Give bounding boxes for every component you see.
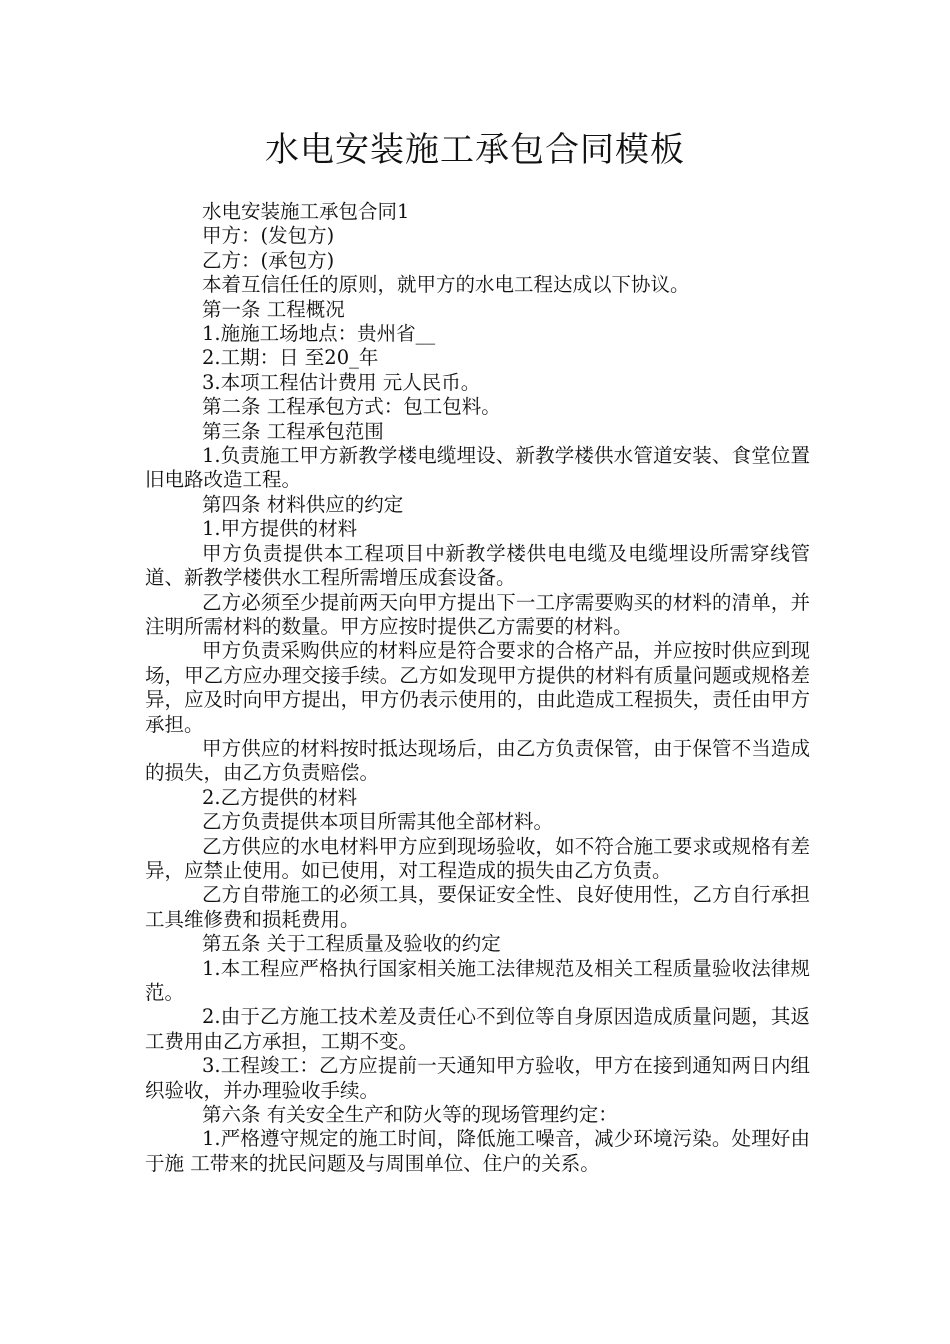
paragraph: 2.工期：日 至20_年	[202, 346, 379, 370]
paragraph: 乙方负责提供本项目所需其他全部材料。	[202, 810, 554, 834]
document-title: 水电安装施工承包合同模板	[265, 130, 685, 170]
paragraph: 乙方自带施工的必须工具，要保证安全性、良好使用性，乙方自行承担工具维修费和损耗费用。	[145, 883, 810, 931]
paragraph: 1.严格遵守规定的施工时间，降低施工噪音，减少环境污染。处理好由于施 工带来的扰民问题及与周围单位、住户的关系。	[145, 1127, 810, 1175]
paragraph: 1.本工程应严格执行国家相关施工法律规范及相关工程质量验收法律规范。	[145, 956, 810, 1004]
paragraph: 本着互信任任的原则，就甲方的水电工程达成以下协议。	[202, 273, 690, 297]
paragraph: 乙方必须至少提前两天向甲方提出下一工序需要购买的材料的清单，并注明所需材料的数量。甲方应按时提供乙方需要的材料。	[145, 590, 810, 638]
paragraph: 2.由于乙方施工技术差及责任心不到位等自身原因造成质量问题，其返工费用由乙方承担，工期不变。	[145, 1005, 810, 1053]
paragraph: 2.乙方提供的材料	[202, 785, 358, 809]
paragraph: 1.甲方提供的材料	[202, 517, 358, 541]
section-heading: 第五条 关于工程质量及验收的约定	[202, 932, 501, 956]
section-heading: 第一条 工程概况	[202, 297, 345, 321]
paragraph: 甲方负责采购供应的材料应是符合要求的合格产品，并应按时供应到现场，甲乙方应办理交接手续。乙方如发现甲方提供的材料有质量问题或规格差异，应及时向甲方提出，甲方仍表示使用的，由此造成工程损失，责任由甲方承担。	[145, 639, 810, 736]
paragraph: 甲方供应的材料按时抵达现场后，由乙方负责保管，由于保管不当造成的损失，由乙方负责赔偿。	[145, 736, 810, 785]
section-heading: 第三条 工程承包范围	[202, 419, 384, 443]
paragraph: 甲方负责提供本工程项目中新教学楼供电电缆及电缆埋设所需穿线管道、新教学楼供水工程所需增压成套设备。	[145, 541, 810, 590]
section-heading: 第四条 材料供应的约定	[202, 492, 404, 516]
paragraph: 3.本项工程估计费用 元人民币。	[202, 370, 481, 394]
section-heading: 第六条 有关安全生产和防火等的现场管理约定：	[202, 1103, 618, 1127]
paragraph: 1.施施工场地点：贵州省__	[202, 322, 436, 346]
paragraph: 甲方：(发包方)	[202, 224, 335, 248]
paragraph: 乙方：(承包方)	[202, 248, 335, 272]
section-heading: 第二条 工程承包方式：包工包料。	[202, 395, 501, 419]
paragraph: 1.负责施工甲方新教学楼电缆埋设、新教学楼供水管道安装、食堂位置旧电路改造工程。	[145, 444, 810, 492]
paragraph: 乙方供应的水电材料甲方应到现场验收，如不符合施工要求或规格有差异，应禁止使用。如已使用，对工程造成的损失由乙方负责。	[145, 834, 810, 882]
paragraph: 3.工程竣工：乙方应提前一天通知甲方验收，甲方在接到通知两日内组织验收，并办理验收手续。	[145, 1054, 810, 1102]
paragraph: 水电安装施工承包合同1	[202, 200, 410, 223]
document-body	[145, 200, 810, 1176]
